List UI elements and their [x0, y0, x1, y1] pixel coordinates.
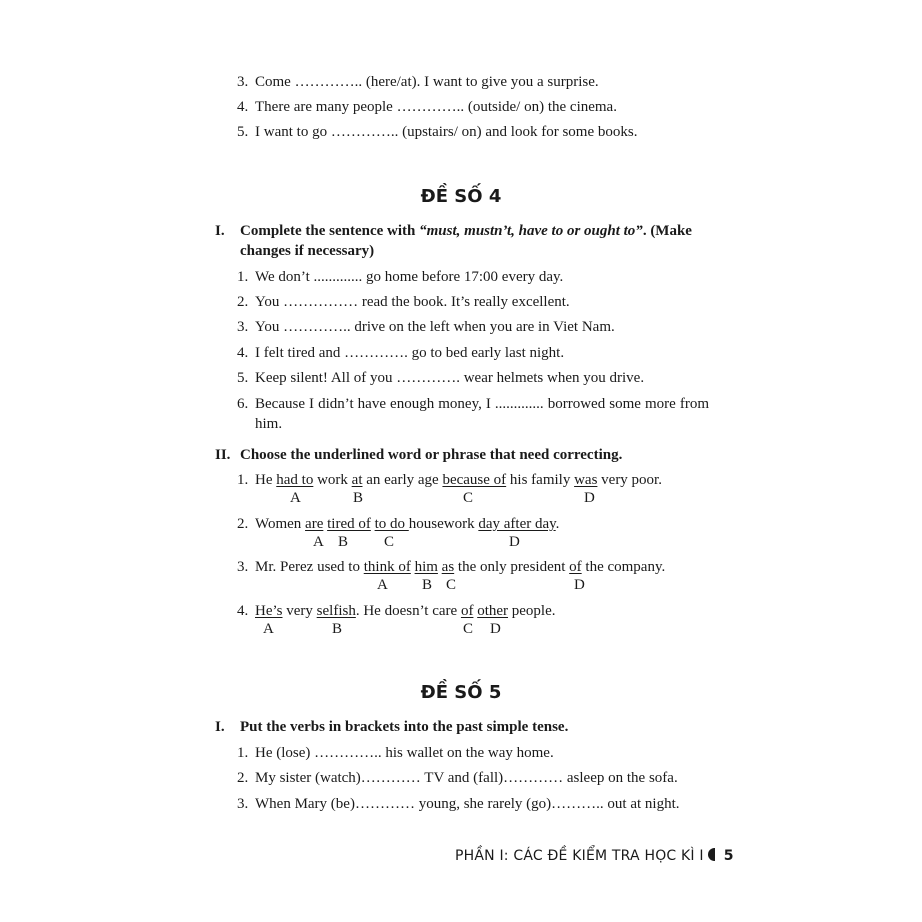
option-c-text: as: [441, 559, 455, 575]
list-item: 3. When Mary (be)………… young, she rarely (go)……….. out at night.: [237, 796, 680, 812]
option-d-text: of: [569, 559, 582, 575]
option-letter: C: [384, 534, 395, 550]
option-letter: C: [463, 490, 474, 506]
list-item: 4. I felt tired and …………. go to bed early last night.: [237, 345, 565, 361]
option-letter: D: [584, 490, 595, 506]
option-c-text: because of: [442, 472, 507, 488]
option-d-text: day after day: [478, 516, 556, 532]
question-1: 1. He had to work at an early age because of his family was very poor.: [237, 472, 662, 488]
section-1-title: I. Put the verbs in brackets into the past simple tense.: [215, 719, 569, 735]
option-b-text: tired of: [327, 516, 371, 532]
option-letter: B: [422, 577, 433, 593]
option-letter: C: [463, 621, 474, 637]
option-a-text: think of: [363, 559, 411, 575]
option-d-text: was: [574, 472, 598, 488]
option-letter: B: [353, 490, 364, 506]
page-footer: [455, 848, 734, 864]
option-letter: B: [332, 621, 343, 637]
option-d-text: other: [477, 603, 509, 619]
option-letter: D: [490, 621, 501, 637]
section-1-title: I. Complete the sentence with “must, mustn’t, have to or ought to”. (Make: [215, 223, 692, 239]
list-item: 5. Keep silent! All of you …………. wear helmets when you drive.: [237, 370, 645, 386]
footer-title: PHẦN I: CÁC ĐỀ KIỂM TRA HỌC KÌ I: [455, 848, 704, 864]
section-2-title: II. Choose the underlined word or phrase that need correcting.: [215, 447, 623, 463]
option-letter: D: [574, 577, 585, 593]
section-1-title-continued: changes if necessary): [240, 243, 375, 259]
list-item: 2. My sister (watch)………… TV and (fall)………… asleep on the sofa.: [237, 770, 678, 786]
option-a-text: had to: [276, 472, 314, 488]
list-item: 3. You ………….. drive on the left when you are in Viet Nam.: [237, 319, 615, 335]
option-letter: A: [290, 490, 301, 506]
option-a-text: are: [305, 516, 324, 532]
list-item: 6. Because I didn’t have enough money, I ............. borrowed some more from him.: [237, 396, 709, 432]
list-item: 1. He (lose) ………….. his wallet on the way home.: [237, 745, 554, 761]
question-4: 4. He’s very selfish. He doesn’t care of other people.: [237, 603, 556, 619]
option-letter: C: [446, 577, 457, 593]
question-2: 2. Women are tired of to do housework day after day.: [237, 516, 560, 532]
option-c-text: to do: [374, 516, 409, 532]
list-item: 5. I want to go ………….. (upstairs/ on) and look for some books.: [237, 124, 638, 140]
list-item: 3. Come ………….. (here/at). I want to give you a surprise.: [237, 74, 599, 90]
option-letter: B: [338, 534, 349, 550]
option-letter: D: [509, 534, 520, 550]
option-letter: A: [263, 621, 274, 637]
exam-heading-5: ĐỀ SỐ 5: [420, 682, 502, 703]
question-3: 3. Mr. Perez used to think of him as the only president of the company.: [237, 559, 666, 575]
list-item: 2. You …………… read the book. It’s really excellent.: [237, 294, 570, 310]
option-a-text: He’s: [255, 603, 283, 619]
half-circle-icon: [708, 848, 715, 861]
list-item: 1. We don’t ............. go home before 17:00 every day.: [237, 269, 564, 285]
option-letter: A: [313, 534, 324, 550]
option-b-text: selfish: [316, 603, 356, 619]
option-letter: A: [377, 577, 388, 593]
list-item: 4. There are many people ………….. (outside/ on) the cinema.: [237, 99, 617, 115]
option-b-text: him: [414, 559, 438, 575]
option-b-text: at: [351, 472, 363, 488]
option-c-text: of: [460, 603, 474, 619]
exam-heading-4: ĐỀ SỐ 4: [420, 186, 502, 207]
page-number: 5: [723, 848, 734, 864]
